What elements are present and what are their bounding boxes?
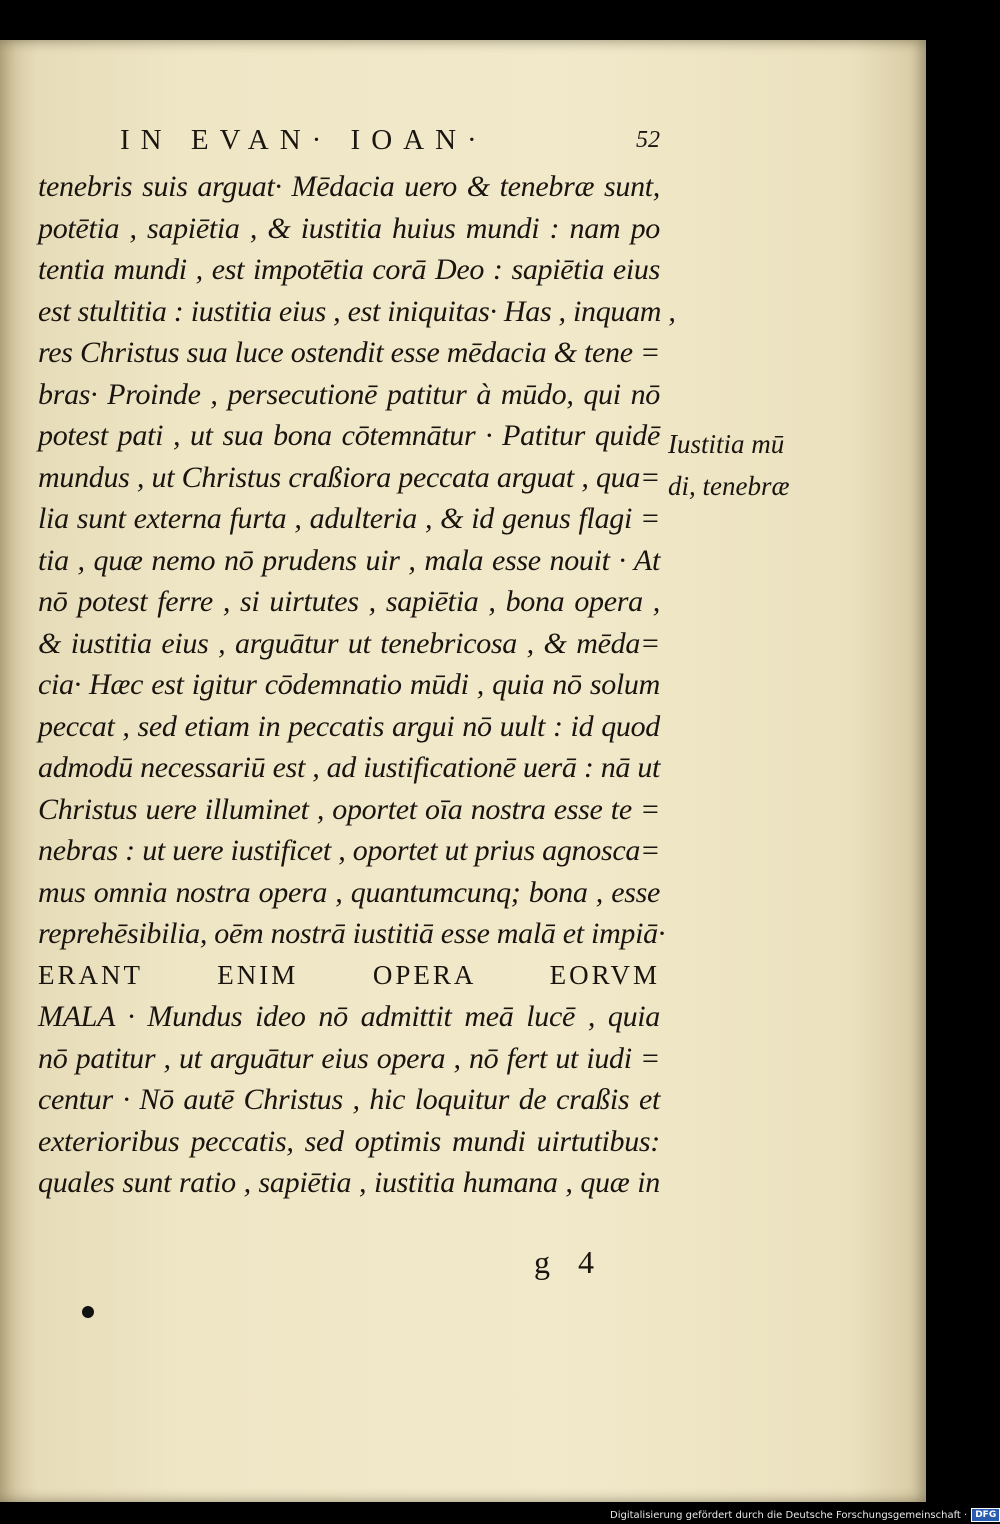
text-line: nō potest ferre , si uirtutes , sapiētia , bona opera ,	[38, 585, 660, 618]
text-line: nebras : ut uere iustificet , oportet ut prius agnosca=	[38, 834, 660, 867]
text-line: MALA · Mundus ideo nō admittit meā lucē , quia	[38, 1000, 660, 1033]
signature-mark: g 4	[534, 1244, 604, 1280]
dfg-logo-icon: DFG	[971, 1508, 1000, 1522]
text-line: nō patitur , ut arguātur eius opera , nō fert ut iudi =	[38, 1041, 660, 1075]
text-line: centur · Nō autē Christus , hic loquitur de craßis et	[38, 1083, 660, 1116]
text-line: tentia mundi , est impotētia corā Deo : sapiētia eius	[38, 253, 660, 286]
text-line: & iustitia eius , arguātur ut tenebricosa , & mēda=	[38, 626, 660, 660]
body-text	[38, 166, 676, 1204]
text-line: peccat , sed etiam in peccatis argui nō uult : id quod	[38, 709, 660, 743]
running-title: IN EVAN· IOAN·	[120, 123, 488, 156]
marginal-note-line: Iustitia mū	[668, 429, 785, 459]
text-line: potest pati , ut sua bona cōtemnātur · Patitur quidē	[38, 419, 660, 452]
running-head	[120, 120, 660, 160]
text-line: mus omnia nostra opera , quantumcunq; bona , esse	[38, 875, 660, 909]
text-line: tenebris suis arguat· Mēdacia uero & tenebræ sunt,	[38, 170, 660, 203]
text-line: reprehēsibilia, oēm nostrā iustitiā esse malā et impiā·	[38, 917, 666, 950]
text-line: exterioribus peccatis, sed optimis mundi uirtutibus:	[38, 1124, 660, 1158]
ink-dot	[82, 1306, 94, 1318]
text-line: res Christus sua luce ostendit esse mēdacia & tene =	[38, 336, 660, 369]
footer-credit-text: Digitalisierung gefördert durch die Deutsche Forschungsgemeinschaft ·	[610, 1509, 968, 1521]
book-page	[0, 40, 926, 1502]
section-heading-line: ERANT ENIM OPERA EORVM	[38, 959, 660, 990]
marginal-note-line: di, tenebræ	[668, 470, 790, 501]
text-line: Christus uere illuminet , oportet oīa nostra esse te =	[38, 792, 660, 826]
footer-credit	[610, 1508, 1000, 1522]
text-line: quales sunt ratio , sapiētia , iustitia humana , quæ in	[38, 1166, 660, 1199]
text-line: tia , quæ nemo nō prudens uir , mala esse nouit · At	[38, 543, 660, 577]
text-line: admodū necessariū est , ad iustificationē uerā : nā ut	[38, 751, 661, 784]
text-line: mundus , ut Christus craßiora peccata arguat , qua=	[38, 460, 660, 494]
text-line: lia sunt externa furta , adulteria , & id genus flagi =	[38, 502, 660, 535]
folio-number: 52	[636, 126, 660, 153]
text-line: potētia , sapiētia , & iustitia huius mundi : nam po	[38, 211, 660, 245]
text-line: est stultitia : iustitia eius , est iniquitas· Has , inquam ,	[38, 294, 676, 328]
text-line: cia· Hæc est igitur cōdemnatio mūdi , quia nō solum	[38, 668, 660, 701]
text-line: bras· Proinde , persecutionē patitur à mūdo, qui nō	[38, 377, 660, 411]
marginal-note	[668, 424, 818, 507]
